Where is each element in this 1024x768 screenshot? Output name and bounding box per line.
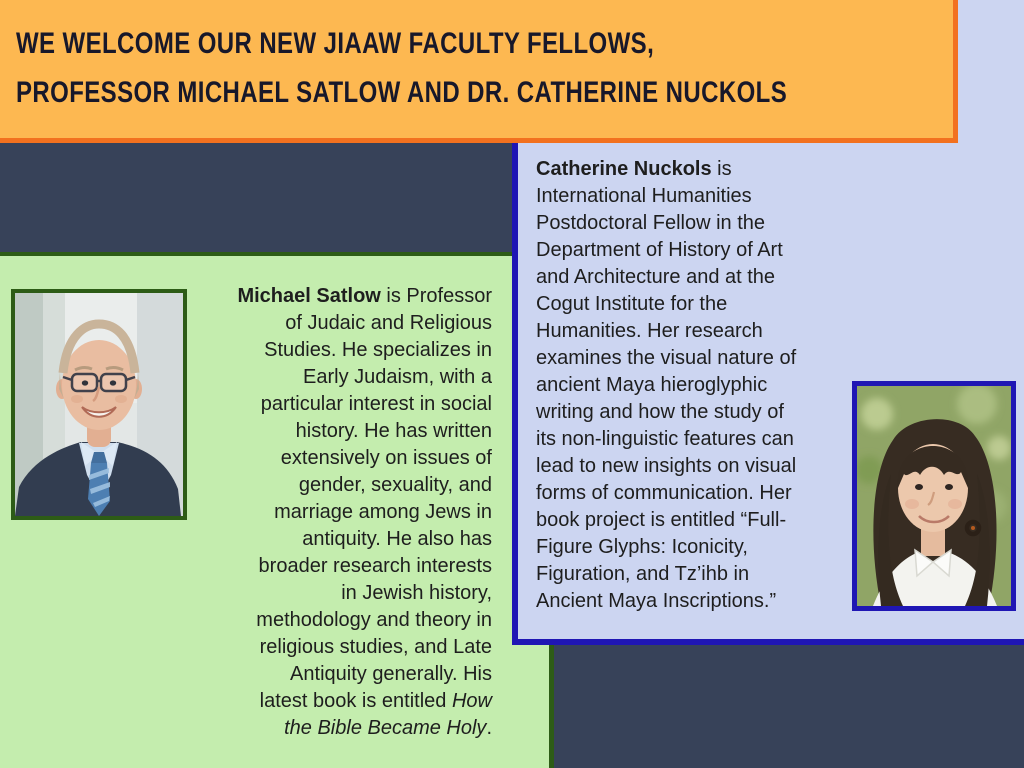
bio-line: Antiquity generally. His	[290, 663, 492, 685]
catherine-nuckols-bio	[536, 156, 856, 615]
bio-line: International Humanities	[536, 185, 752, 207]
bio-line: examines the visual nature of	[536, 347, 797, 369]
catherine-nuckols-photo	[852, 381, 1016, 611]
bio-line: antiquity. He also has	[302, 528, 492, 550]
bio-line: particular interest in social	[260, 393, 492, 415]
bio-line: Ancient Maya Inscriptions.”	[536, 590, 777, 612]
michael-satlow-bio	[180, 283, 492, 742]
bio-line: book project is entitled “Full-	[536, 509, 787, 531]
bio-line: Humanities. Her research	[536, 320, 763, 342]
bio-line: gender, sexuality, and	[298, 474, 492, 496]
michael-satlow-photo	[11, 289, 187, 520]
bio-line: in Jewish history,	[341, 582, 492, 604]
bio-line: methodology and theory in	[256, 609, 492, 631]
bio-line: Figure Glyphs: Iconicity,	[536, 536, 748, 558]
bio-line: history. He has written	[295, 420, 492, 442]
bio-line: ancient Maya hieroglyphic	[536, 374, 768, 396]
bio-line: Department of History of Art	[536, 239, 783, 261]
bio-line: Figuration, and Tz’ihb in	[536, 563, 750, 585]
bio-line: broader research interests	[258, 555, 492, 577]
bio-line: extensively on issues of	[280, 447, 492, 469]
bio-line: its non-linguistic features can	[536, 428, 794, 450]
bio-line: of Judaic and Religious	[285, 312, 492, 334]
bio-line: Michael Satlow is Professor	[237, 285, 492, 307]
bio-line: religious studies, and Late	[259, 636, 492, 658]
bio-line: Early Judaism, with a	[303, 366, 492, 388]
bio-line: and Architecture and at the	[536, 266, 776, 288]
bio-line: Cogut Institute for the	[536, 293, 728, 315]
bio-line: forms of communication. Her	[536, 482, 792, 504]
bio-line: Studies. He specializes in	[264, 339, 492, 361]
bio-line: marriage among Jews in	[274, 501, 492, 523]
bio-line: the Bible Became Holy.	[284, 717, 492, 739]
bio-line: lead to new insights on visual	[536, 455, 797, 477]
bio-line: latest book is entitled How	[259, 690, 492, 712]
michael-photo-graphic	[15, 293, 183, 516]
header-title-line2: PROFESSOR MICHAEL SATLOW AND DR. CATHERINE NUCKOLS	[16, 76, 788, 109]
bio-line: Catherine Nuckols is	[536, 158, 732, 180]
bio-line: writing and how the study of	[536, 401, 784, 423]
header-title-line1: WE WELCOME OUR NEW JIAAW FACULTY FELLOWS,	[16, 27, 655, 60]
bio-line: Postdoctoral Fellow in the	[536, 212, 766, 234]
catherine-photo-graphic	[857, 386, 1011, 606]
header-banner	[0, 0, 958, 143]
